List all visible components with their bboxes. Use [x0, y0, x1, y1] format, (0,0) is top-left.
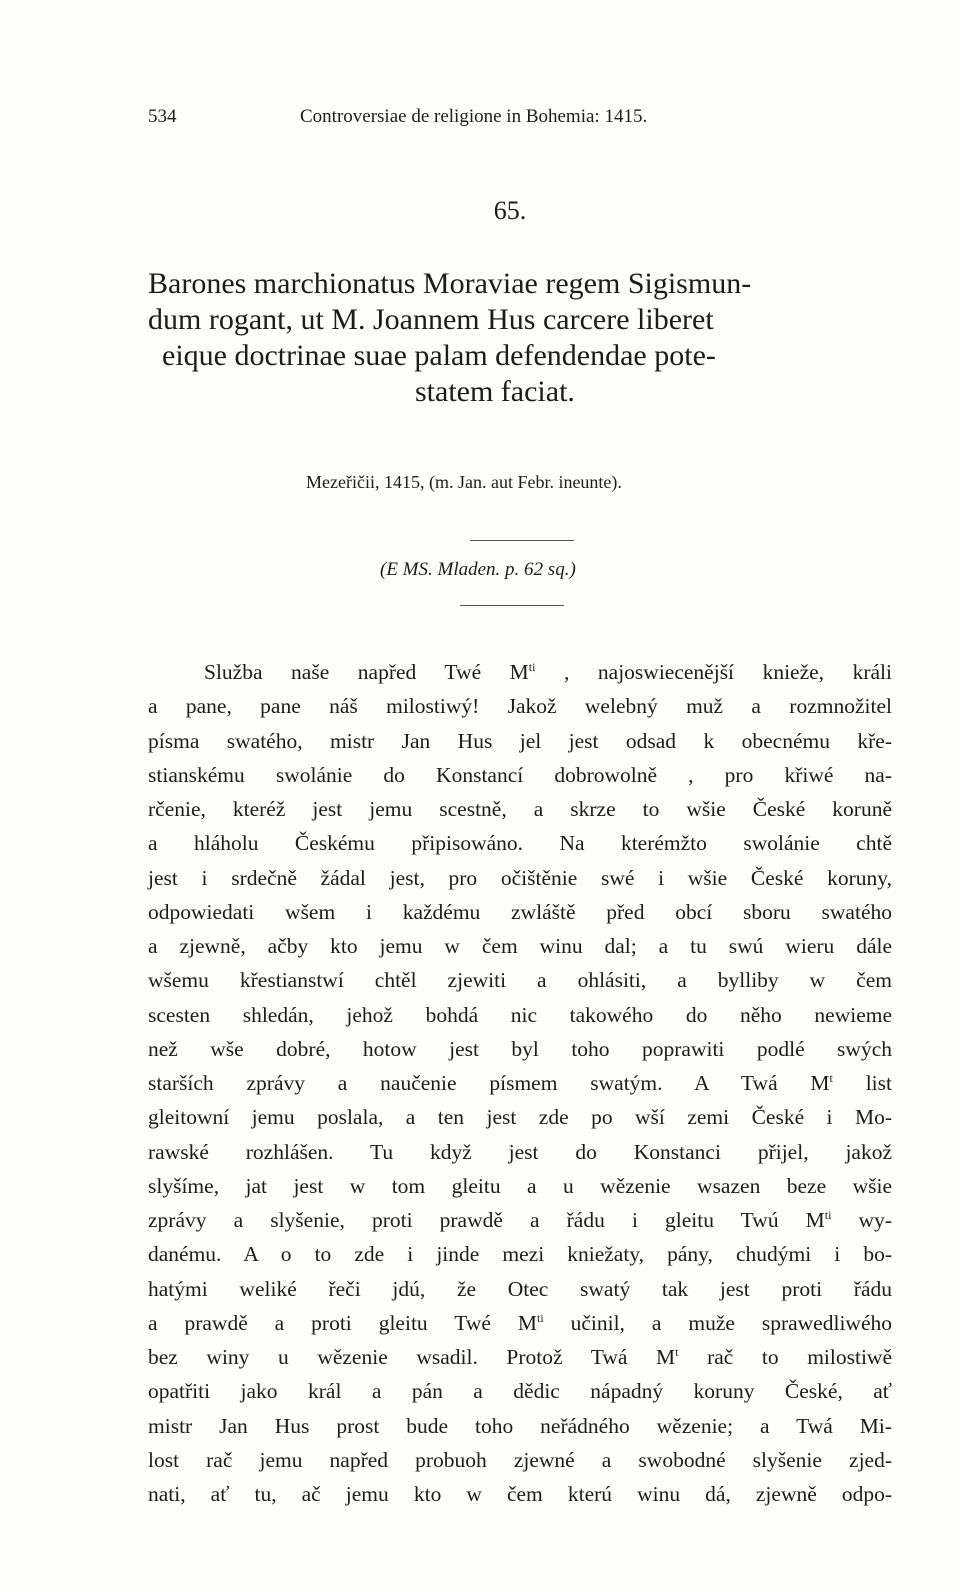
separator-rule: [460, 605, 564, 606]
body-line: [148, 689, 892, 723]
running-head: [148, 104, 888, 130]
text-run: písma swatého, mistr Jan Hus jel jest odsad k obecnému kře-: [148, 728, 892, 753]
title-line: statem faciat.: [415, 375, 575, 408]
text-run: bez winy u wězenie wsadil. Protož Twá M: [148, 1345, 676, 1369]
page-number: 534: [148, 106, 177, 127]
text-run: scesten shledán, jehož bohdá nic takowého do něho newieme: [148, 1002, 892, 1027]
body-line: [148, 724, 892, 758]
superscript-abbreviation: t: [675, 1345, 679, 1359]
superscript-abbreviation: ti: [528, 660, 536, 674]
running-title: Controversiae de religione in Bohemia: 1415.: [300, 106, 648, 127]
body-line: [148, 895, 892, 929]
body-line: [148, 1066, 892, 1100]
text-run: starších zprávy a naučenie písmem swatým. A Twá M: [148, 1071, 830, 1095]
body-line: [148, 655, 892, 689]
body-line: [148, 998, 892, 1032]
text-run: stianskému swolánie do Konstancí dobrowolně , pro křiwé na-: [148, 762, 892, 787]
text-run: a zjewně, ačby kto jemu w čem winu dal; a tu swú wieru dále: [148, 934, 892, 958]
title-line: dum rogant, ut M. Joannem Hus carcere liberet: [148, 303, 714, 336]
document-number: 65.: [493, 196, 527, 225]
body-line: [148, 963, 892, 997]
body-line: [148, 826, 892, 860]
text-run: a prawdě a proti gleitu Twé M: [148, 1310, 537, 1335]
text-run: Služba naše napřed Twé M: [204, 660, 529, 684]
text-run: nati, ať tu, ač jemu kto w čem kterú winu dá, zjewně odpo-: [148, 1482, 892, 1506]
text-run: lost rač jemu napřed probuoh zjewné a swobodné slyšenie zjed-: [148, 1447, 892, 1472]
source-citation: (E MS. Mladen. p. 62 sq.): [380, 559, 576, 580]
text-run: list: [832, 1071, 892, 1095]
text-run: rawské rozhlášen. Tu když jest do Konstanci přijel, jakož: [148, 1139, 892, 1164]
text-run: učinil, a muže sprawedliwého: [543, 1310, 892, 1335]
body-line: [148, 1272, 892, 1306]
body-line: [148, 861, 892, 895]
text-run: hatými weliké řeči jdú, že Otec swatý tak jest proti řádu: [148, 1276, 892, 1301]
body-line: [148, 792, 892, 826]
body-line: [148, 1374, 892, 1408]
text-run: a hláholu Českému připisowáno. Na kterémžto swolánie chtě: [148, 831, 892, 856]
body-line: [148, 1169, 892, 1203]
text-run: wšemu křestianstwí chtěl zjewiti a ohlásiti, a bylliby w čem: [148, 968, 892, 993]
body-line: [148, 1306, 892, 1340]
body-line: [148, 1100, 892, 1134]
body-line: [148, 929, 892, 963]
text-run: wy-: [831, 1208, 892, 1232]
body-line: [148, 1032, 892, 1066]
letter-body: [148, 655, 892, 1511]
text-run: zprávy a slyšenie, proti prawdě a řádu i gleitu Twú M: [148, 1208, 825, 1232]
text-run: rčenie, kteréž jest jemu scestně, a skrze to wšie České koruně: [148, 797, 892, 821]
body-line: [148, 1340, 892, 1374]
text-run: gleitowní jemu poslala, a ten jest zde po wší zemi České i Mo-: [148, 1105, 892, 1130]
title-line: Barones marchionatus Moraviae regem Sigismun-: [148, 267, 752, 300]
superscript-abbreviation: ti: [824, 1208, 832, 1222]
body-line: [148, 758, 892, 792]
text-run: rač to milostiwě: [678, 1345, 892, 1369]
superscript-abbreviation: ti: [536, 1310, 544, 1325]
text-run: než wše dobré, hotow jest byl toho poprawiti podlé swých: [148, 1036, 892, 1061]
text-run: a pane, pane náš milostiwý! Jakož welebný muž a rozmnožitel: [148, 694, 892, 719]
body-line: [148, 1237, 892, 1271]
document-title: [148, 266, 890, 410]
text-run: opatřiti jako král a pán a dědic nápadný koruny České, ať: [148, 1379, 892, 1404]
body-line: [148, 1203, 892, 1237]
body-line: [148, 1135, 892, 1169]
date-line: Mezeřičii, 1415, (m. Jan. aut Febr. ineunte).: [306, 472, 622, 492]
text-run: mistr Jan Hus prost bude toho neřádného wězenie; a Twá Mi-: [148, 1413, 892, 1438]
text-run: , najoswiecenější knieže, králi: [535, 660, 892, 684]
text-run: odpowiedati wšem i každému zwláště před obcí sboru swatého: [148, 899, 892, 924]
superscript-abbreviation: t: [829, 1071, 833, 1085]
body-line: [148, 1477, 892, 1511]
body-line: [148, 1409, 892, 1443]
body-line: [148, 1443, 892, 1477]
text-run: slyšíme, jat jest w tom gleitu a u wězenie wsazen beze wšie: [148, 1173, 892, 1198]
text-run: danému. A o to zde i jinde mezi kniežaty, pány, chudými i bo-: [148, 1242, 892, 1267]
text-run: jest i srdečně žádal jest, pro očištěnie swé i wšie České koruny,: [148, 865, 892, 890]
title-line: eique doctrinae suae palam defendendae pote-: [162, 339, 716, 372]
separator-rule: [470, 540, 574, 541]
